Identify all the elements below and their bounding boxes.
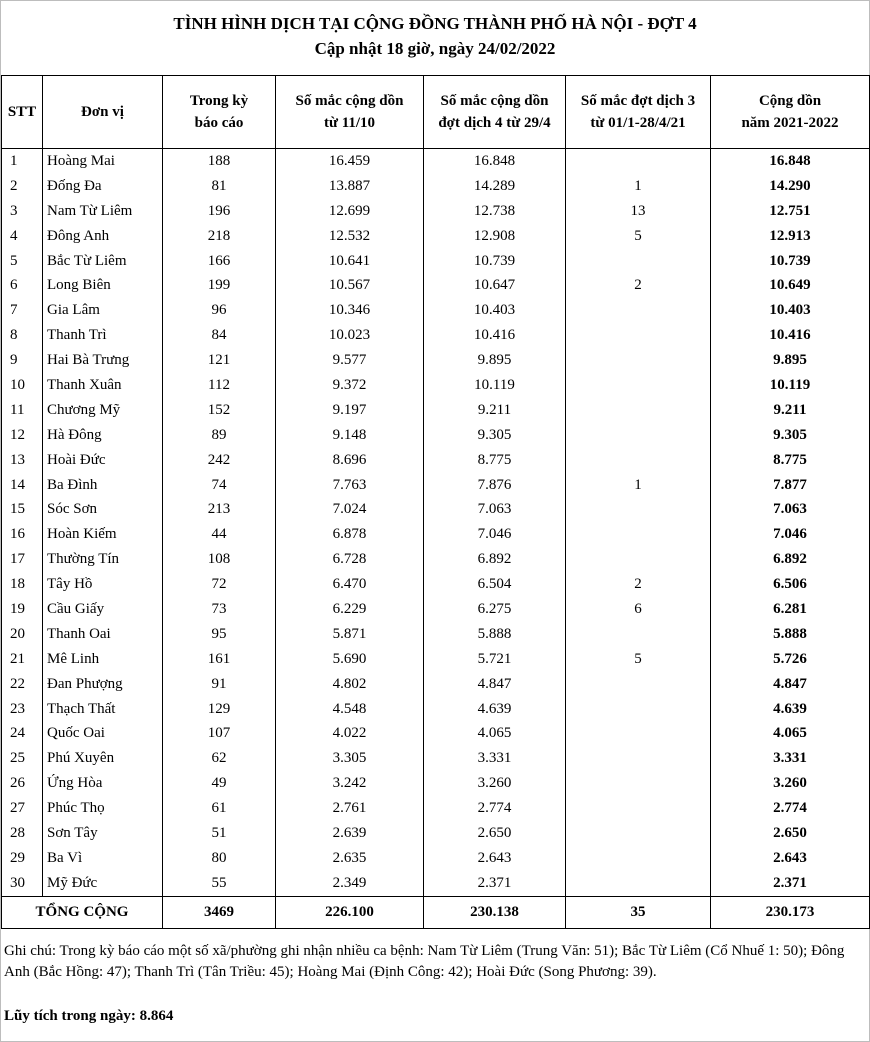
row-stt: 2 [2, 174, 43, 199]
row-period: 49 [163, 771, 276, 796]
row-stt: 16 [2, 522, 43, 547]
row-unit-name: Thanh Trì [43, 323, 163, 348]
row-total: 7.046 [711, 522, 870, 547]
row-wave4: 14.289 [424, 174, 566, 199]
row-unit-name: Đống Đa [43, 174, 163, 199]
row-total: 10.119 [711, 373, 870, 398]
row-unit-name: Ứng Hòa [43, 771, 163, 796]
row-unit-name: Chương Mỹ [43, 398, 163, 423]
row-unit-name: Quốc Oai [43, 721, 163, 746]
table-total-row [2, 896, 870, 928]
row-since: 6.878 [276, 522, 424, 547]
row-period: 242 [163, 448, 276, 473]
row-since: 10.567 [276, 273, 424, 298]
row-unit-name: Thanh Oai [43, 622, 163, 647]
row-wave3 [566, 721, 711, 746]
row-wave3 [566, 249, 711, 274]
row-period: 74 [163, 473, 276, 498]
row-unit-name: Phú Xuyên [43, 746, 163, 771]
row-wave3 [566, 622, 711, 647]
row-wave4: 10.739 [424, 249, 566, 274]
row-stt: 12 [2, 423, 43, 448]
row-wave4: 9.305 [424, 423, 566, 448]
row-stt: 30 [2, 871, 43, 896]
covid-case-table [1, 75, 870, 929]
header-unit: Đơn vị [43, 76, 163, 149]
row-wave3 [566, 298, 711, 323]
row-wave3: 1 [566, 473, 711, 498]
row-period: 188 [163, 149, 276, 174]
table-row [2, 149, 870, 174]
row-wave4: 8.775 [424, 448, 566, 473]
table-row [2, 721, 870, 746]
row-stt: 11 [2, 398, 43, 423]
row-period: 108 [163, 547, 276, 572]
table-row [2, 174, 870, 199]
row-period: 121 [163, 348, 276, 373]
table-header-row [2, 76, 870, 149]
row-since: 2.349 [276, 871, 424, 896]
row-unit-name: Sơn Tây [43, 821, 163, 846]
row-period: 196 [163, 199, 276, 224]
row-period: 166 [163, 249, 276, 274]
row-since: 6.470 [276, 572, 424, 597]
row-total: 6.892 [711, 547, 870, 572]
row-wave3 [566, 373, 711, 398]
total-since: 226.100 [276, 896, 424, 928]
table-row [2, 697, 870, 722]
row-period: 81 [163, 174, 276, 199]
header-since: Số mắc cộng dồn từ 11/10 [276, 76, 424, 149]
table-row [2, 522, 870, 547]
row-wave3 [566, 398, 711, 423]
row-period: 218 [163, 224, 276, 249]
row-wave3 [566, 348, 711, 373]
row-since: 9.372 [276, 373, 424, 398]
row-wave3 [566, 547, 711, 572]
row-stt: 18 [2, 572, 43, 597]
row-stt: 29 [2, 846, 43, 871]
row-total: 4.847 [711, 672, 870, 697]
row-wave4: 6.892 [424, 547, 566, 572]
table-row [2, 398, 870, 423]
row-since: 5.690 [276, 647, 424, 672]
row-wave4: 10.119 [424, 373, 566, 398]
row-stt: 27 [2, 796, 43, 821]
row-period: 213 [163, 497, 276, 522]
row-stt: 23 [2, 697, 43, 722]
row-unit-name: Hà Đông [43, 423, 163, 448]
header-stt: STT [2, 76, 43, 149]
row-stt: 22 [2, 672, 43, 697]
row-total: 4.639 [711, 697, 870, 722]
row-since: 7.024 [276, 497, 424, 522]
row-unit-name: Hoài Đức [43, 448, 163, 473]
row-since: 12.699 [276, 199, 424, 224]
row-period: 96 [163, 298, 276, 323]
row-period: 61 [163, 796, 276, 821]
row-period: 73 [163, 597, 276, 622]
row-stt: 28 [2, 821, 43, 846]
row-since: 8.696 [276, 448, 424, 473]
row-unit-name: Gia Lâm [43, 298, 163, 323]
row-wave3 [566, 149, 711, 174]
row-wave3 [566, 423, 711, 448]
document-title: TÌNH HÌNH DỊCH TẠI CỘNG ĐỒNG THÀNH PHỐ HÀ NỘI - ĐỢT 4 [173, 14, 697, 33]
row-period: 129 [163, 697, 276, 722]
row-since: 2.639 [276, 821, 424, 846]
row-wave4: 10.403 [424, 298, 566, 323]
row-wave4: 9.895 [424, 348, 566, 373]
table-row [2, 273, 870, 298]
row-total: 10.416 [711, 323, 870, 348]
header-wave4: Số mắc cộng dồn đợt dịch 4 từ 29/4 [424, 76, 566, 149]
row-stt: 3 [2, 199, 43, 224]
row-total: 12.913 [711, 224, 870, 249]
row-wave4: 5.721 [424, 647, 566, 672]
row-since: 10.641 [276, 249, 424, 274]
table-row [2, 373, 870, 398]
table-row [2, 622, 870, 647]
row-total: 5.888 [711, 622, 870, 647]
row-wave3 [566, 522, 711, 547]
row-unit-name: Hoàng Mai [43, 149, 163, 174]
table-row [2, 323, 870, 348]
row-period: 62 [163, 746, 276, 771]
row-total: 10.649 [711, 273, 870, 298]
row-period: 152 [163, 398, 276, 423]
row-since: 9.148 [276, 423, 424, 448]
row-total: 3.260 [711, 771, 870, 796]
row-wave4: 10.416 [424, 323, 566, 348]
row-since: 9.197 [276, 398, 424, 423]
row-total: 6.281 [711, 597, 870, 622]
table-row [2, 672, 870, 697]
row-since: 10.023 [276, 323, 424, 348]
row-total: 14.290 [711, 174, 870, 199]
row-since: 6.229 [276, 597, 424, 622]
row-total: 6.506 [711, 572, 870, 597]
row-unit-name: Phúc Thọ [43, 796, 163, 821]
row-since: 12.532 [276, 224, 424, 249]
row-total: 9.895 [711, 348, 870, 373]
row-wave3 [566, 672, 711, 697]
row-unit-name: Thạch Thất [43, 697, 163, 722]
row-since: 2.761 [276, 796, 424, 821]
row-period: 51 [163, 821, 276, 846]
row-since: 16.459 [276, 149, 424, 174]
row-total: 7.063 [711, 497, 870, 522]
row-wave3: 5 [566, 224, 711, 249]
row-unit-name: Đông Anh [43, 224, 163, 249]
row-stt: 17 [2, 547, 43, 572]
row-wave3 [566, 771, 711, 796]
total-wave3: 35 [566, 896, 711, 928]
row-wave3: 13 [566, 199, 711, 224]
row-wave4: 12.738 [424, 199, 566, 224]
row-since: 3.242 [276, 771, 424, 796]
row-wave4: 6.275 [424, 597, 566, 622]
row-wave3 [566, 846, 711, 871]
row-period: 95 [163, 622, 276, 647]
row-stt: 6 [2, 273, 43, 298]
row-unit-name: Cầu Giấy [43, 597, 163, 622]
row-wave4: 5.888 [424, 622, 566, 647]
table-row [2, 497, 870, 522]
row-period: 91 [163, 672, 276, 697]
document-subtitle: Cập nhật 18 giờ, ngày 24/02/2022 [314, 39, 556, 58]
row-total: 8.775 [711, 448, 870, 473]
row-unit-name: Ba Đình [43, 473, 163, 498]
row-wave4: 6.504 [424, 572, 566, 597]
row-stt: 25 [2, 746, 43, 771]
row-wave3 [566, 448, 711, 473]
row-unit-name: Tây Hồ [43, 572, 163, 597]
row-wave4: 12.908 [424, 224, 566, 249]
row-stt: 21 [2, 647, 43, 672]
row-since: 5.871 [276, 622, 424, 647]
row-since: 4.548 [276, 697, 424, 722]
table-row [2, 448, 870, 473]
row-stt: 14 [2, 473, 43, 498]
row-wave4: 2.371 [424, 871, 566, 896]
table-row [2, 249, 870, 274]
row-period: 199 [163, 273, 276, 298]
row-wave4: 4.847 [424, 672, 566, 697]
table-row [2, 746, 870, 771]
row-wave4: 7.046 [424, 522, 566, 547]
total-period: 3469 [163, 896, 276, 928]
total-cumulative: 230.173 [711, 896, 870, 928]
row-wave4: 3.260 [424, 771, 566, 796]
row-period: 89 [163, 423, 276, 448]
row-wave4: 2.643 [424, 846, 566, 871]
table-row [2, 871, 870, 896]
row-period: 161 [163, 647, 276, 672]
row-wave3 [566, 821, 711, 846]
row-stt: 4 [2, 224, 43, 249]
row-unit-name: Thanh Xuân [43, 373, 163, 398]
row-unit-name: Thường Tín [43, 547, 163, 572]
row-stt: 9 [2, 348, 43, 373]
header-wave3: Số mắc đợt dịch 3 từ 01/1-28/4/21 [566, 76, 711, 149]
row-since: 10.346 [276, 298, 424, 323]
row-unit-name: Bắc Từ Liêm [43, 249, 163, 274]
row-wave3 [566, 323, 711, 348]
row-period: 72 [163, 572, 276, 597]
row-since: 3.305 [276, 746, 424, 771]
row-total: 2.774 [711, 796, 870, 821]
row-wave4: 7.063 [424, 497, 566, 522]
row-stt: 5 [2, 249, 43, 274]
row-total: 7.877 [711, 473, 870, 498]
row-unit-name: Mỹ Đức [43, 871, 163, 896]
row-total: 2.371 [711, 871, 870, 896]
row-wave4: 2.650 [424, 821, 566, 846]
row-wave4: 9.211 [424, 398, 566, 423]
row-wave4: 16.848 [424, 149, 566, 174]
row-total: 10.403 [711, 298, 870, 323]
row-unit-name: Đan Phượng [43, 672, 163, 697]
row-unit-name: Hai Bà Trưng [43, 348, 163, 373]
row-stt: 20 [2, 622, 43, 647]
table-row [2, 423, 870, 448]
row-wave3: 5 [566, 647, 711, 672]
row-wave4: 7.876 [424, 473, 566, 498]
row-since: 4.802 [276, 672, 424, 697]
row-total: 9.211 [711, 398, 870, 423]
row-total: 4.065 [711, 721, 870, 746]
table-row [2, 597, 870, 622]
table-row [2, 647, 870, 672]
row-since: 6.728 [276, 547, 424, 572]
row-stt: 7 [2, 298, 43, 323]
row-total: 9.305 [711, 423, 870, 448]
row-stt: 8 [2, 323, 43, 348]
table-row [2, 572, 870, 597]
row-unit-name: Mê Linh [43, 647, 163, 672]
row-since: 7.763 [276, 473, 424, 498]
row-unit-name: Nam Từ Liêm [43, 199, 163, 224]
row-wave3: 2 [566, 572, 711, 597]
table-row [2, 473, 870, 498]
row-unit-name: Sóc Sơn [43, 497, 163, 522]
row-wave4: 10.647 [424, 273, 566, 298]
table-row [2, 224, 870, 249]
row-stt: 26 [2, 771, 43, 796]
header-total: Cộng dồn năm 2021-2022 [711, 76, 870, 149]
row-stt: 24 [2, 721, 43, 746]
row-period: 80 [163, 846, 276, 871]
row-since: 4.022 [276, 721, 424, 746]
row-total: 2.650 [711, 821, 870, 846]
row-wave4: 4.065 [424, 721, 566, 746]
row-wave3 [566, 497, 711, 522]
row-wave3 [566, 697, 711, 722]
total-label: TỔNG CỘNG [2, 896, 163, 928]
row-stt: 15 [2, 497, 43, 522]
row-since: 13.887 [276, 174, 424, 199]
row-wave3: 2 [566, 273, 711, 298]
row-wave4: 3.331 [424, 746, 566, 771]
row-unit-name: Long Biên [43, 273, 163, 298]
footnote: Ghi chú: Trong kỳ báo cáo một số xã/phường ghi nhận nhiều ca bệnh: Nam Từ Liêm (Trung Văn: 51); Bắc Từ Liêm (Cổ Nhuế 1: 50); Đông Anh (Bắc Hồng: 47); Thanh Trì (Tân Triều: 45); Hoàng Mai (Định Công: 42); Hoài Đức (Song Phương: 39). [4, 943, 845, 980]
row-period: 84 [163, 323, 276, 348]
table-row [2, 547, 870, 572]
row-since: 2.635 [276, 846, 424, 871]
row-unit-name: Hoàn Kiếm [43, 522, 163, 547]
row-period: 112 [163, 373, 276, 398]
row-total: 2.643 [711, 846, 870, 871]
row-stt: 10 [2, 373, 43, 398]
row-unit-name: Ba Vì [43, 846, 163, 871]
table-row [2, 846, 870, 871]
row-total: 16.848 [711, 149, 870, 174]
total-wave4: 230.138 [424, 896, 566, 928]
table-row [2, 796, 870, 821]
row-wave3 [566, 746, 711, 771]
row-wave3: 6 [566, 597, 711, 622]
row-total: 5.726 [711, 647, 870, 672]
row-wave4: 2.774 [424, 796, 566, 821]
table-row [2, 821, 870, 846]
row-stt: 1 [2, 149, 43, 174]
table-row [2, 199, 870, 224]
row-period: 44 [163, 522, 276, 547]
row-total: 12.751 [711, 199, 870, 224]
table-row [2, 348, 870, 373]
row-wave3: 1 [566, 174, 711, 199]
row-wave4: 4.639 [424, 697, 566, 722]
row-since: 9.577 [276, 348, 424, 373]
row-total: 3.331 [711, 746, 870, 771]
row-period: 55 [163, 871, 276, 896]
row-wave3 [566, 871, 711, 896]
row-stt: 19 [2, 597, 43, 622]
table-row [2, 771, 870, 796]
header-period: Trong kỳ báo cáo [163, 76, 276, 149]
table-row [2, 298, 870, 323]
row-wave3 [566, 796, 711, 821]
daily-cumulative: Lũy tích trong ngày: 8.864 [4, 1008, 174, 1024]
row-total: 10.739 [711, 249, 870, 274]
row-period: 107 [163, 721, 276, 746]
row-stt: 13 [2, 448, 43, 473]
